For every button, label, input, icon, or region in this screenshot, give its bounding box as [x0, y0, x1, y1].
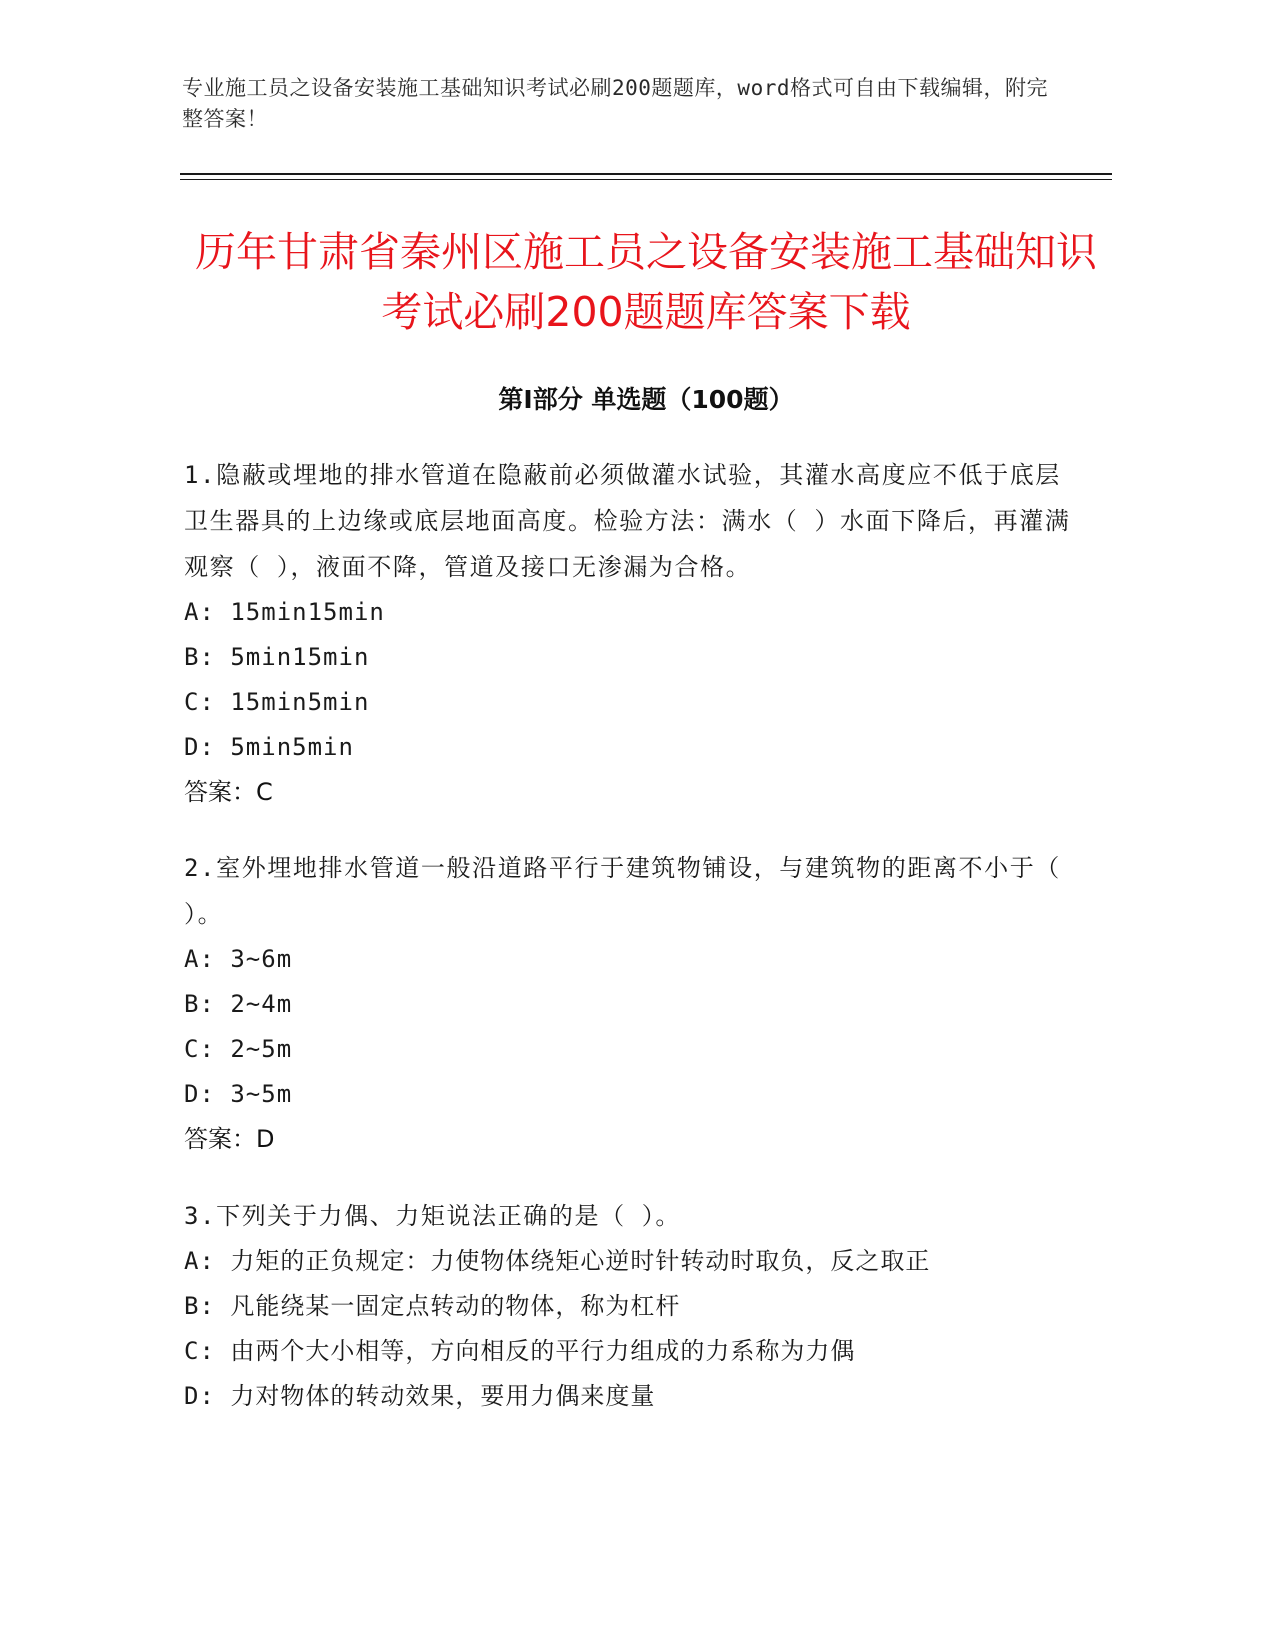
question-stem: 1.隐蔽或埋地的排水管道在隐蔽前必须做灌水试验，其灌水高度应不低于底层卫生器具的上边缘或底层地面高度。检验方法：满水（ ）水面下降后，再灌满观察（ ），液面不降，管道及接口无渗漏为合格。	[184, 461, 1071, 581]
answer: 答案：C	[184, 778, 273, 806]
question-stem: 3.下列关于力偶、力矩说法正确的是（ ）。	[184, 1202, 681, 1230]
question-3	[184, 1193, 1074, 1419]
option-a: A: 15min15min	[184, 598, 385, 626]
question-1	[184, 452, 1074, 815]
question-stem: 2.室外埋地排水管道一般沿道路平行于建筑物铺设，与建筑物的距离不小于（ ）。	[184, 854, 1061, 928]
option-b: B: 5min15min	[184, 643, 370, 671]
option-b: B: 凡能绕某一固定点转动的物体，称为杠杆	[184, 1292, 681, 1320]
section-title: 第Ⅰ部分 单选题（100题）	[498, 385, 794, 414]
question-2	[184, 845, 1074, 1162]
option-c: C: 2~5m	[184, 1035, 293, 1063]
option-d: D: 力对物体的转动效果，要用力偶来度量	[184, 1382, 656, 1410]
option-d: D: 3~5m	[184, 1080, 293, 1108]
option-a: A: 3~6m	[184, 945, 293, 973]
option-c: C: 15min5min	[184, 688, 370, 716]
option-c: C: 由两个大小相等，方向相反的平行力组成的力系称为力偶	[184, 1337, 856, 1365]
header-note: 专业施工员之设备安装施工基础知识考试必刷200题题库，word格式可自由下载编辑，附完整答案！	[182, 76, 1048, 131]
header-rule-thick	[180, 173, 1112, 175]
header-rule-thin	[180, 179, 1112, 180]
answer: 答案：D	[184, 1125, 275, 1153]
option-a: A: 力矩的正负规定：力使物体绕矩心逆时针转动时取负，反之取正	[184, 1247, 931, 1275]
document-title: 历年甘肃省秦州区施工员之设备安装施工基础知识考试必刷200题题库答案下载	[195, 228, 1097, 336]
option-d: D: 5min5min	[184, 733, 354, 761]
option-b: B: 2~4m	[184, 990, 293, 1018]
